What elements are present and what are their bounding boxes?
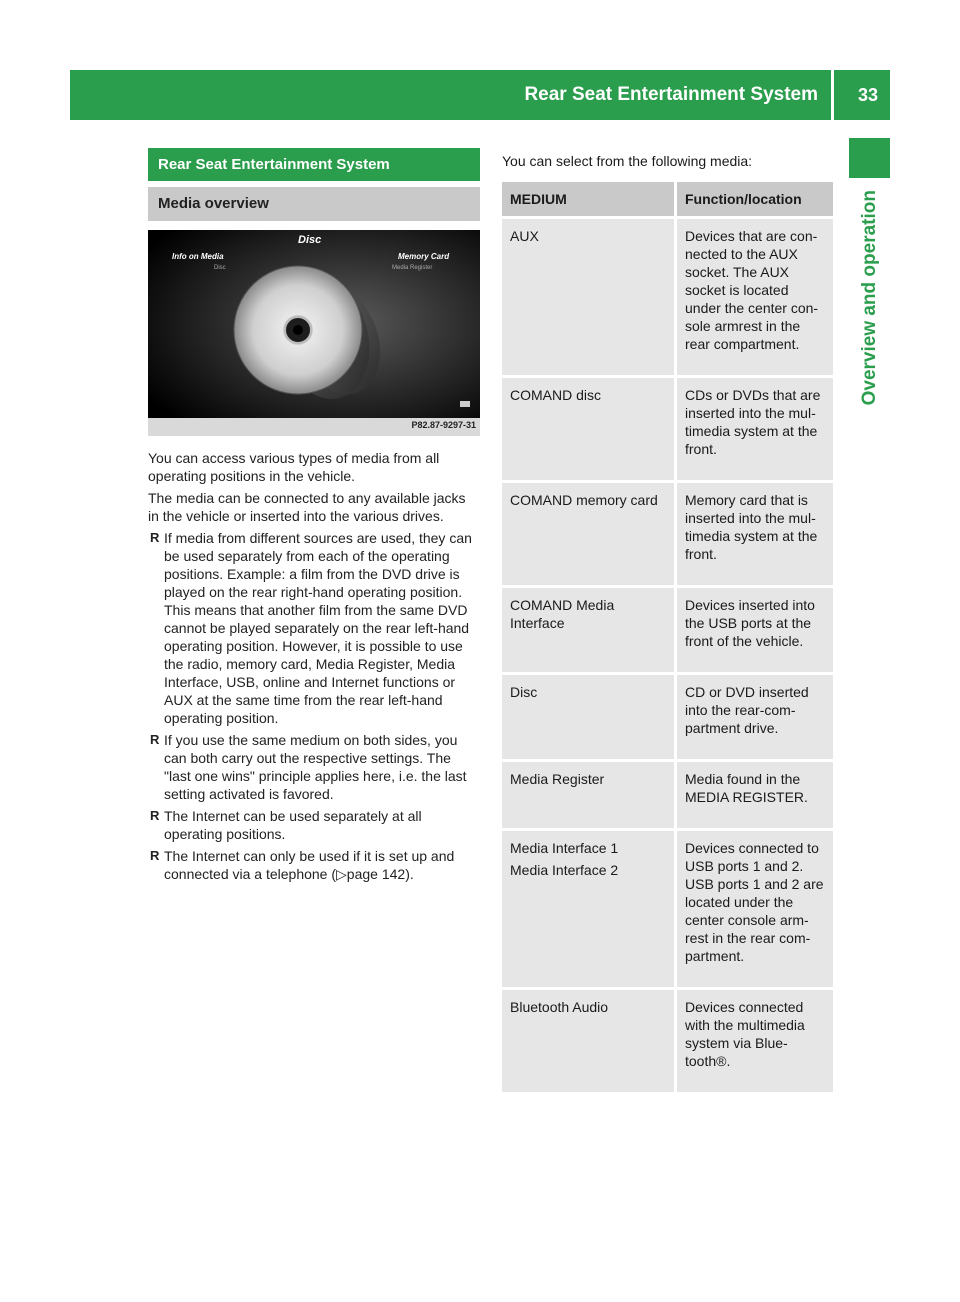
cell-medium [502, 831, 677, 987]
table-row [502, 378, 833, 480]
figure-code: P82.87-9297-31 [411, 420, 476, 430]
figure-sublabel-left: Disc [214, 265, 226, 271]
sub-heading: Media overview [148, 187, 480, 221]
table-row [502, 831, 833, 987]
column-header-function: Function/location [677, 182, 833, 216]
side-tab-label: Overview and operation [859, 190, 880, 406]
table-row [502, 588, 833, 672]
cell-medium [502, 675, 677, 759]
bullet-list [148, 529, 480, 883]
list-item [148, 529, 480, 727]
right-column [502, 152, 833, 1095]
page-number: 33 [857, 85, 878, 105]
figure-caption [148, 418, 480, 436]
page-ref-link[interactable]: page 142 [346, 866, 406, 882]
cell-medium [502, 990, 677, 1092]
cell-medium [502, 762, 677, 828]
medium-name: Media Interface 2 [510, 862, 619, 878]
bullet-mark: R [150, 848, 160, 863]
media-overview-figure [148, 230, 480, 436]
bullet-text-end: ). [405, 866, 414, 882]
table-row [502, 675, 833, 759]
cell-function: Media found in the MEDIA REGISTER. [677, 762, 833, 828]
figure-label-right: Memory Card [398, 252, 450, 261]
medium-name: Media Interface 1 [510, 840, 619, 856]
header-divider [831, 70, 834, 120]
list-item [148, 731, 480, 803]
medium-name: Bluetooth Audio [510, 999, 609, 1015]
medium-name: COMAND memory card [510, 492, 658, 508]
medium-name: Disc [510, 684, 538, 700]
medium-name: Media Register [510, 771, 605, 787]
side-tab [850, 190, 890, 710]
page-ref-arrow-icon: ▷ [336, 866, 347, 882]
page-header [70, 70, 890, 120]
list-item [148, 847, 480, 883]
table-row [502, 990, 833, 1092]
medium-name: COMAND Media Interface [510, 597, 615, 631]
bullet-mark: R [150, 530, 160, 545]
table-row [502, 219, 833, 375]
media-table [502, 179, 833, 1095]
table-header-row [502, 182, 833, 216]
paragraph: The media can be connected to any available jacks in the vehicle or inserted into the various drives. [148, 490, 466, 524]
table-row [502, 762, 833, 828]
bullet-text: If you use the same medium on both sides, you can both carry out the respective settings. The "last one wins" principle applies here, i.e. the last setting activated is favored. [164, 732, 467, 802]
table-row [502, 483, 833, 585]
cell-medium [502, 588, 677, 672]
cell-function: Devices connected with the multimedia system via Blue-tooth®. [677, 990, 833, 1092]
table-intro: You can select from the following media: [502, 153, 753, 169]
bullet-mark: R [150, 808, 160, 823]
cell-function: Devices connected to USB ports 1 and 2. USB ports 1 and 2 are located under the center console arm-rest in the rear com-partment. [677, 831, 833, 987]
cell-medium [502, 378, 677, 480]
disc-icon [148, 230, 480, 436]
left-column [148, 148, 480, 887]
cell-function: Devices inserted into the USB ports at the front of the vehicle. [677, 588, 833, 672]
body-text [148, 449, 480, 883]
side-tab-marker [849, 138, 890, 178]
cell-medium [502, 219, 677, 375]
bullet-text: The Internet can be used separately at all operating positions. [164, 808, 422, 842]
cell-function: CDs or DVDs that are inserted into the mul-timedia system at the front. [677, 378, 833, 480]
section-heading: Rear Seat Entertainment System [148, 148, 480, 181]
header-title: Rear Seat Entertainment System [524, 84, 818, 105]
cell-function: Memory card that is inserted into the mul-timedia system at the front. [677, 483, 833, 585]
figure-sublabel-right: Media Register [392, 265, 433, 271]
medium-name: AUX [510, 228, 539, 244]
cell-function: CD or DVD inserted into the rear-com-partment drive. [677, 675, 833, 759]
list-item [148, 807, 480, 843]
figure-title: Disc [298, 234, 322, 246]
bullet-mark: R [150, 732, 160, 747]
paragraph: You can access various types of media from all operating positions in the vehicle. [148, 450, 440, 484]
media-table-body [502, 219, 833, 1092]
cell-function: Devices that are con-nected to the AUX socket. The AUX socket is located under the center con-sole armrest in the rear compartment. [677, 219, 833, 375]
bullet-text: The Internet can only be used if it is set up and connected via a telephone ( [164, 848, 455, 882]
bullet-text: If media from different sources are used, they can be used separately from each of the operating positions. Example: a film from the DVD drive is played on the rear right-hand operating position. This means that another film from the same DVD cannot be played separately on the rear left-hand operating position. However, it is possible to use the radio, memory card, Media Register, Media Interface, USB, online and Internet functions or AUX at the same time from the rear left-hand operating position. [164, 530, 472, 726]
medium-name: COMAND disc [510, 387, 602, 403]
figure-label-left: Info on Media [172, 252, 224, 261]
cell-medium [502, 483, 677, 585]
column-header-medium: MEDIUM [502, 182, 677, 216]
